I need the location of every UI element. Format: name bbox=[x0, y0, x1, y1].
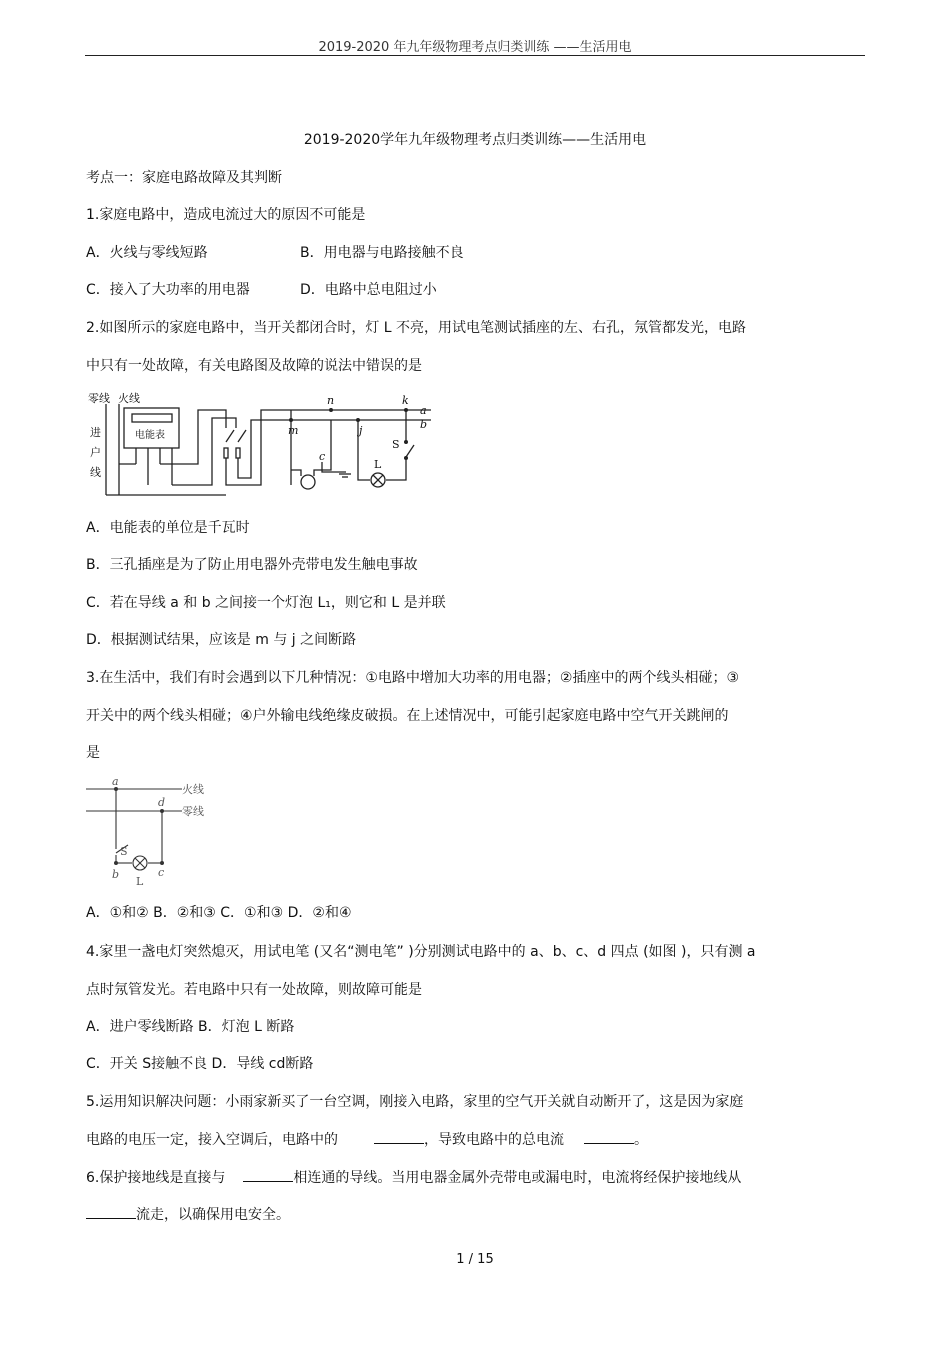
q6-blank-1[interactable] bbox=[243, 1167, 293, 1182]
fig-label-s: S bbox=[392, 438, 400, 451]
fig3-label-a: a bbox=[112, 775, 119, 788]
q4-options-cd: C．开关 S接触不良 D．导线 cd断路 bbox=[86, 1056, 314, 1072]
fig-label-l: L bbox=[374, 458, 382, 471]
fig3-label-s: S bbox=[120, 845, 128, 858]
q4-stem-line2: 点时氖管发光。若电路中只有一处故障，则故障可能是 bbox=[86, 982, 422, 998]
lamp-circuit-diagram bbox=[86, 775, 226, 890]
q4-stem-line1: 4.家里一盏电灯突然熄灭，用试电笔 (又名“测电笔” )分别测试电路中的 a、b、c、d 四点 (如图 )，只有测 a bbox=[86, 944, 756, 960]
q1-option-a: A．火线与零线短路 bbox=[86, 245, 208, 261]
q6-blank-2[interactable] bbox=[86, 1204, 136, 1219]
q1-stem: 1.家庭电路中，造成电流过大的原因不可能是 bbox=[86, 207, 366, 223]
fig-label-incoming-1: 进 bbox=[90, 426, 101, 439]
q3-stem-line1: 3.在生活中，我们有时会遇到以下几种情况：①电路中增加大功率的用电器；②插座中的两个线头相碰；③ bbox=[86, 670, 740, 686]
q2-option-c: C．若在导线 a 和 b 之间接一个灯泡 L₁，则它和 L 是并联 bbox=[86, 595, 446, 611]
q2-option-b: B．三孔插座是为了防止用电器外壳带电发生触电事故 bbox=[86, 557, 418, 573]
q2-stem-line1: 2.如图所示的家庭电路中，当开关都闭合时，灯 L 不亮，用试电笔测试插座的左、右孔，氖管都发光，电路 bbox=[86, 320, 747, 336]
q5-text-1: 电路的电压一定，接入空调后，电路中的 bbox=[86, 1132, 338, 1148]
q5-stem-line2 bbox=[86, 1129, 648, 1150]
fig-label-incoming-2: 户 bbox=[90, 446, 101, 459]
q5-blank-1[interactable] bbox=[374, 1129, 424, 1144]
fig-label-j: j bbox=[359, 424, 363, 437]
fig3-label-d: d bbox=[158, 796, 166, 809]
q3-stem-line2: 开关中的两个线头相碰；④户外输电线绝缘皮破损。在上述情况中，可能引起家庭电路中空气开关跳闸的 bbox=[86, 708, 729, 724]
household-circuit-diagram bbox=[86, 390, 436, 500]
q6-stem-line2 bbox=[86, 1204, 290, 1225]
q1-option-c: C．接入了大功率的用电器 bbox=[86, 282, 250, 298]
header-rule bbox=[85, 55, 865, 56]
q5-text-3: 。 bbox=[634, 1132, 648, 1148]
fig-label-b: b bbox=[420, 418, 428, 431]
section-heading: 考点一：家庭电路故障及其判断 bbox=[86, 170, 282, 186]
fig3-label-l: L bbox=[136, 875, 144, 888]
q6-text-3: 流走，以确保用电安全。 bbox=[136, 1207, 290, 1223]
q1-option-b: B．用电器与电路接触不良 bbox=[300, 245, 464, 261]
q5-blank-2[interactable] bbox=[584, 1129, 634, 1144]
q4-options-ab: A．进户零线断路 B．灯泡 L 断路 bbox=[86, 1019, 295, 1035]
fig-label-fire-line: 火线 bbox=[118, 392, 140, 405]
q2-option-d: D．根据测试结果，应该是 m 与 j 之间断路 bbox=[86, 632, 357, 648]
q1-option-d: D．电路中总电阻过小 bbox=[300, 282, 437, 298]
q2-option-a: A．电能表的单位是千瓦时 bbox=[86, 520, 250, 536]
document-title: 2019-2020学年九年级物理考点归类训练——生活用电 bbox=[303, 132, 647, 148]
fig3-label-fire: 火线 bbox=[182, 783, 204, 796]
fig3-label-zero: 零线 bbox=[182, 805, 204, 818]
fig3-label-b: b bbox=[112, 868, 120, 881]
fig-label-k: k bbox=[402, 394, 409, 407]
fig-label-a: a bbox=[420, 404, 427, 417]
page-header: 2019-2020 年九年级物理考点归类训练 ——生活用电 bbox=[318, 40, 632, 55]
fig-label-c: c bbox=[319, 450, 326, 463]
page-number: 1 / 15 bbox=[456, 1252, 494, 1267]
q5-text-2: ，导致电路中的总电流 bbox=[424, 1132, 564, 1148]
q6-text-2: 相连通的导线。当用电器金属外壳带电或漏电时，电流将经保护接地线从 bbox=[293, 1170, 742, 1186]
fig-label-m: m bbox=[288, 424, 299, 437]
q6-text-1: 6.保护接地线是直接与 bbox=[86, 1170, 226, 1186]
q3-stem-line3: 是 bbox=[86, 745, 100, 761]
fig-label-incoming-3: 线 bbox=[90, 466, 101, 479]
fig-label-zero-line: 零线 bbox=[88, 392, 110, 405]
fig3-label-c: c bbox=[158, 866, 165, 879]
q5-stem-line1: 5.运用知识解决问题：小雨家新买了一台空调，刚接入电路，家里的空气开关就自动断开了，这是因为家庭 bbox=[86, 1094, 744, 1110]
q6-stem-line1 bbox=[86, 1167, 741, 1188]
fig-label-meter: 电能表 bbox=[135, 430, 165, 441]
q2-stem-line2: 中只有一处故障，有关电路图及故障的说法中错误的是 bbox=[86, 358, 422, 374]
q3-options: A．①和② B．②和③ C．①和③ D．②和④ bbox=[86, 905, 352, 921]
fig-label-n: n bbox=[327, 394, 335, 407]
